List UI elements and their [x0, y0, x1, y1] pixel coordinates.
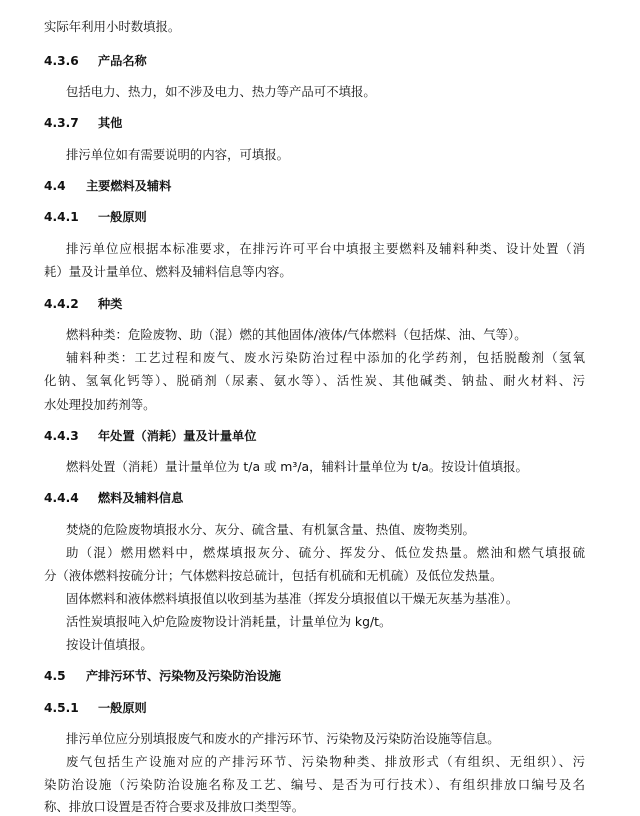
paragraph-line: 排污单位如有需要说明的内容，可填报。 [66, 147, 290, 162]
paragraph-line: 燃料种类：危险废物、助（混）燃的其他固体/液体/气体燃料（包括煤、油、气等）。 [66, 327, 527, 342]
paragraph-line: 实际年利用小时数填报。 [44, 19, 181, 34]
paragraph-line: 按设计值填报。 [66, 637, 153, 652]
section-number: 4.5.1 [44, 701, 79, 715]
paragraph-line: 助（混）燃用燃料中，燃煤填报灰分、硫分、挥发分、低位发热量。燃油和燃气填报硫 [66, 545, 585, 560]
section-heading-4-3-7 [44, 115, 122, 131]
paragraph-line: 排污单位应分别填报废气和废水的产排污环节、污染物及污染防治设施等信息。 [66, 731, 500, 746]
section-title: 其他 [98, 116, 123, 130]
paragraph-line: 辅料种类：工艺过程和废气、废水污染防治过程中添加的化学药剂，包括脱酸剂（氢氧 [66, 350, 585, 365]
paragraph-line: 包括电力、热力，如不涉及电力、热力等产品可不填报。 [66, 84, 376, 99]
paragraph-line: 废气包括生产设施对应的产排污环节、污染物种类、排放形式（有组织、无组织）、污 [66, 754, 585, 769]
paragraph-line: 燃料处置（消耗）量计量单位为 t/a 或 m³/a，辅料计量单位为 t/a。按设计值填报。 [66, 459, 528, 474]
paragraph-line: 固体燃料和液体燃料填报值以收到基为基准（挥发分填报值以干燥无灰基为基准）。 [66, 591, 519, 606]
paragraph-line: 活性炭填报吨入炉危险废物设计消耗量，计量单位为 kg/t。 [66, 614, 392, 629]
paragraph-line: 称、排放口设置是否符合要求及排放口类型等。 [44, 799, 305, 814]
section-number: 4.4 [44, 179, 66, 193]
section-number: 4.4.2 [44, 297, 79, 311]
section-number: 4.3.6 [44, 54, 79, 68]
section-title: 燃料及辅料信息 [98, 491, 184, 505]
paragraph-line: 焚烧的危险废物填报水分、灰分、硫含量、有机氯含量、热值、废物类别。 [66, 522, 475, 537]
section-number: 4.4.3 [44, 429, 79, 443]
paragraph-line: 化钠、氢氧化钙等）、脱硝剂（尿素、氨水等）、活性炭、其他碱类、钠盐、耐火材料、污 [44, 373, 585, 388]
section-heading-4-4-4 [44, 490, 183, 506]
section-number: 4.5 [44, 669, 66, 683]
section-heading-4-4-3 [44, 428, 256, 444]
section-heading-4-4 [44, 178, 171, 194]
section-number: 4.4.4 [44, 491, 79, 505]
section-heading-4-5 [44, 668, 281, 684]
section-title: 年处置（消耗）量及计量单位 [98, 429, 257, 443]
section-heading-4-3-6 [44, 53, 147, 69]
section-title: 一般原则 [98, 701, 147, 715]
paragraph-line: 染防治设施（污染防治设施名称及工艺、编号、是否为可行技术）、有组织排放口编号及名 [44, 777, 585, 792]
section-title: 产排污环节、污染物及污染防治设施 [86, 669, 281, 683]
paragraph-line: 耗）量及计量单位、燃料及辅料信息等内容。 [44, 264, 292, 279]
section-title: 产品名称 [98, 54, 147, 68]
section-title: 一般原则 [98, 210, 147, 224]
section-title: 主要燃料及辅料 [86, 179, 172, 193]
section-title: 种类 [98, 297, 123, 311]
paragraph-line: 分（液体燃料按硫分计；气体燃料按总硫计，包括有机硫和无机硫）及低位发热量。 [44, 568, 503, 583]
section-heading-4-5-1 [44, 700, 147, 716]
section-heading-4-4-1 [44, 209, 147, 225]
section-number: 4.3.7 [44, 116, 79, 130]
section-heading-4-4-2 [44, 296, 122, 312]
section-number: 4.4.1 [44, 210, 79, 224]
paragraph-line: 水处理投加药剂等。 [44, 397, 156, 412]
paragraph-line: 排污单位应根据本标准要求，在排污许可平台中填报主要燃料及辅料种类、设计处置（消 [66, 241, 585, 256]
